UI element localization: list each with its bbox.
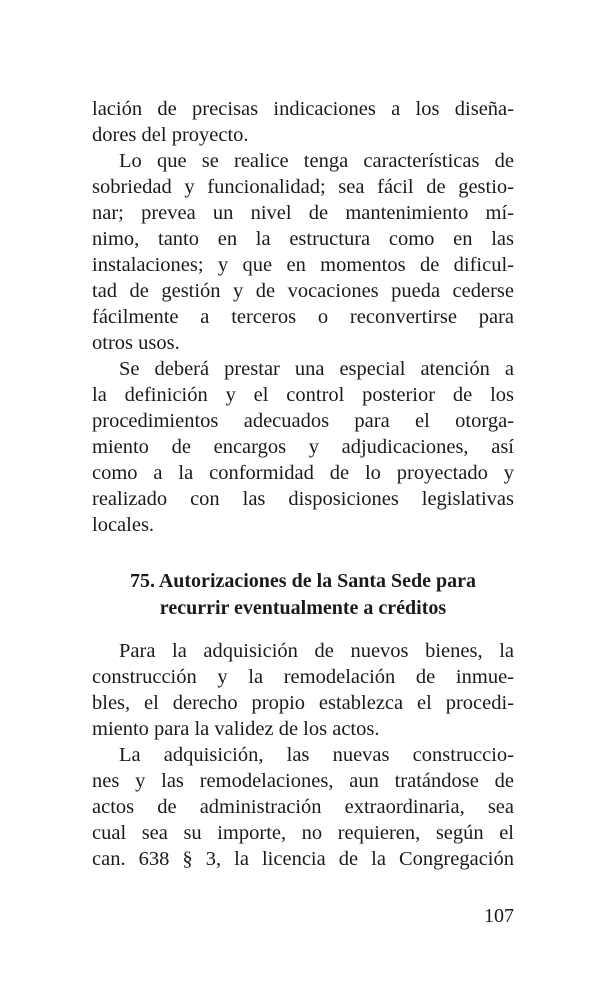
text-line: miento de encargos y adjudicaciones, así [92, 436, 514, 458]
text-line: otros usos. [92, 332, 180, 354]
text-line: construcción y la remodelación de inmue- [92, 666, 514, 688]
text-line: lación de precisas indicaciones a los diseña- [92, 98, 514, 120]
section-heading [92, 568, 514, 622]
text-line: actos de administración extraordinaria, sea [92, 796, 514, 818]
text-line: procedimientos adecuados para el otorga- [92, 410, 514, 432]
text-line: bles, el derecho propio establezca el procedi- [92, 692, 514, 714]
text-line: nar; prevea un nivel de mantenimiento mí- [92, 202, 514, 224]
text-line: tad de gestión y de vocaciones pueda cederse [92, 280, 514, 302]
paragraph-5 [92, 742, 514, 872]
paragraph-1 [92, 96, 514, 148]
text-line: cual sea su importe, no requieren, según el [92, 822, 514, 844]
text-line: miento para la validez de los actos. [92, 718, 380, 740]
text-line: realizado con las disposiciones legislativas [92, 488, 514, 510]
text-line: sobriedad y funcionalidad; sea fácil de gestio- [92, 176, 514, 198]
text-line: locales. [92, 514, 155, 536]
paragraph-4 [92, 638, 514, 742]
page-body [92, 96, 514, 872]
paragraph-3 [92, 356, 514, 538]
paragraph-2 [92, 148, 514, 356]
page-number: 107 [484, 905, 514, 927]
section-heading-line: recurrir eventualmente a créditos [159, 597, 447, 619]
text-line: nes y las remodelaciones, aun tratándose de [92, 770, 514, 792]
text-line: nimo, tanto en la estructura como en las [92, 228, 514, 250]
text-line: Se deberá prestar una especial atención a [119, 358, 514, 380]
text-line: instalaciones; y que en momentos de dificul- [92, 254, 514, 276]
text-line: como a la conformidad de lo proyectado y [92, 462, 514, 484]
text-line: la definición y el control posterior de los [92, 384, 514, 406]
section-heading-line: 75. Autorizaciones de la Santa Sede para [129, 570, 477, 592]
text-line: dores del proyecto. [92, 124, 249, 146]
text-line: fácilmente a terceros o reconvertirse para [92, 306, 514, 328]
text-line: La adquisición, las nuevas construccio- [119, 744, 514, 766]
text-line: Lo que se realice tenga características de [119, 150, 514, 172]
text-line: can. 638 § 3, la licencia de la Congregación [92, 848, 514, 870]
text-line: Para la adquisición de nuevos bienes, la [119, 640, 514, 662]
